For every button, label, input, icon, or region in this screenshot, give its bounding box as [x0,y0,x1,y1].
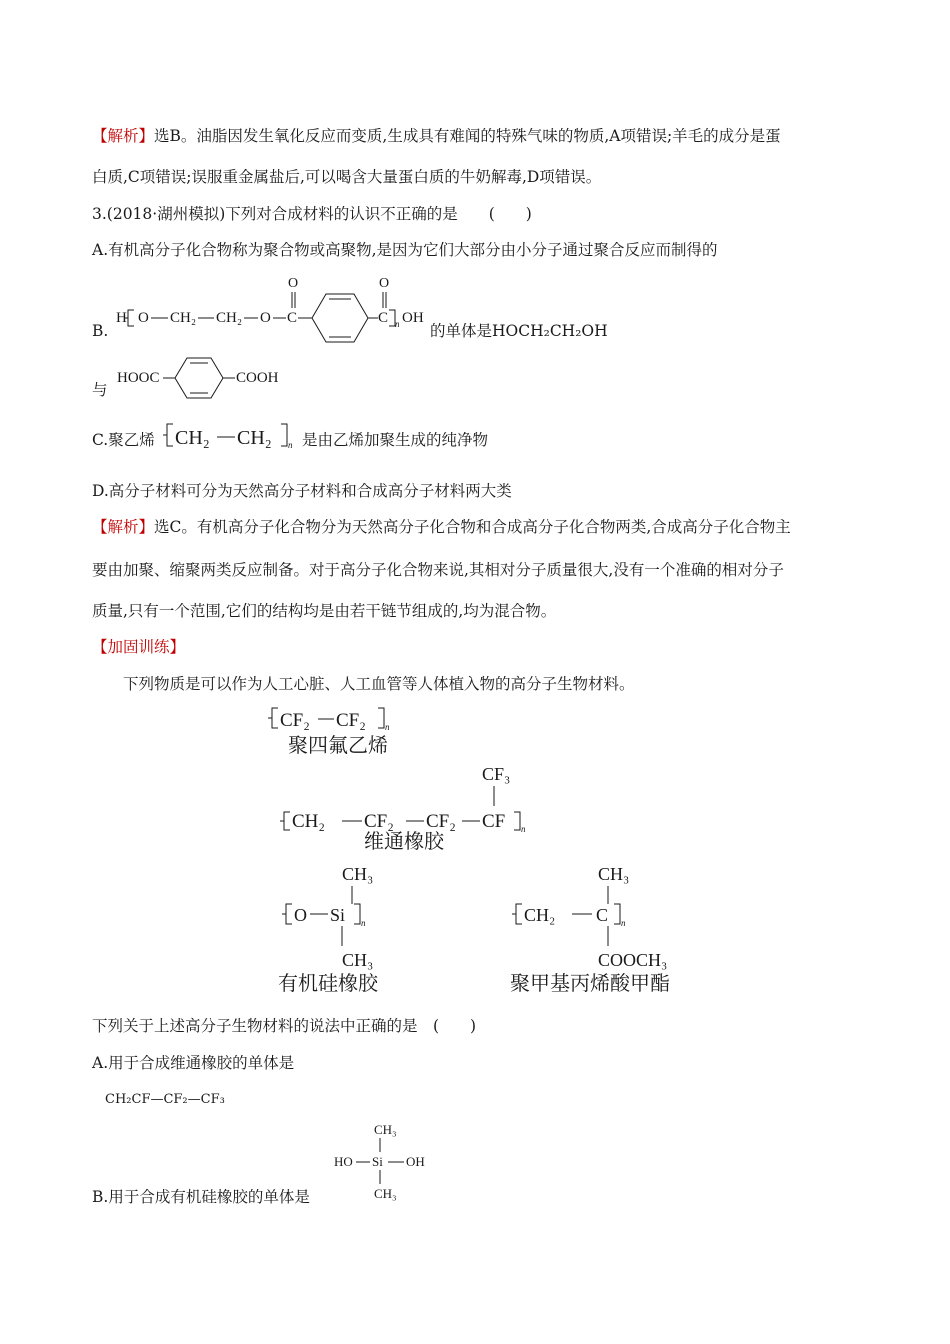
polyester-structure [112,270,432,350]
polyethylene-structure [163,420,303,456]
practice-tag: 【加固训练】 [92,638,186,656]
q3-option-c-label: C.聚乙烯 [92,431,155,449]
q3-option-d: D.高分子材料可分为天然高分子材料和合成高分子材料两大类 [92,482,512,500]
silicone-structure [272,858,432,998]
formula-h: H [116,310,127,326]
q3-option-a: A.有机高分子化合物称为聚合物或高聚物,是因为它们大部分由小分子通过聚合反应而制得的 [92,241,718,259]
formula-viton-cf: CF [482,811,506,832]
formula-sd-si: Si [372,1154,383,1169]
q3-option-b-with: 与 [92,381,108,399]
pmma-structure [508,858,708,998]
formula-si: Si [330,905,346,925]
formula-cooh: COOH [236,370,279,386]
formula-si-ch3-top: CH₃ [342,864,374,884]
q3-option-c-text: 是由乙烯加聚生成的纯净物 [302,431,489,449]
viton-name: 维通橡胶 [364,831,444,853]
benzene-ring [312,294,368,342]
analysis-tag: 【解析】 [92,127,155,145]
q2-analysis-line2: 白质,C项错误;误服重金属盐后,可以喝含大量蛋白质的牛奶解毒,D项错误。 [92,168,602,186]
formula-viton-cf2-2: CF₂ [426,811,456,832]
formula-pmma-c: C [596,905,609,925]
ptfe-structure [268,702,408,762]
formula-pmma-ch2: CH₂ [524,905,556,925]
practice-intro: 下列物质是可以作为人工心脏、人工血管等人体植入物的高分子生物材料。 [123,675,635,693]
formula-sd-ho: HO [334,1154,353,1169]
formula-oh: OH [402,310,424,326]
silanediol-structure [332,1118,442,1204]
q3-analysis-line2: 要由加聚、缩聚两类反应制备。对于高分子化合物来说,其相对分子质量很大,没有一个准确的相对分子 [92,561,784,579]
formula-viton-n: n [521,824,526,834]
formula-viton-cf3: CF₃ [482,764,511,784]
formula-viton-cf2-1: CF₂ [364,811,394,832]
pmma-name: 聚甲基丙烯酸甲酯 [510,973,670,995]
q3-analysis-text1: 选C。有机高分子化合物分为天然高分子化合物和合成高分子化合物两类,合成高分子化合物主 [154,518,791,536]
formula-viton-ch2: CH₂ [292,811,326,832]
formula-sd-ch3-top: CH₃ [374,1122,397,1137]
bracket-left [128,310,134,326]
formula-sd-oh: OH [406,1154,425,1169]
analysis-tag-2: 【解析】 [92,518,155,536]
formula-ptfe-cf2-2: CF₂ [336,710,366,731]
practice-stem: 下列关于上述高分子生物材料的说法中正确的是 ( ) [92,1017,477,1035]
formula-sd-ch3-bottom: CH₃ [374,1186,397,1201]
silicone-name: 有机硅橡胶 [278,973,378,995]
formula-c2: C [378,310,389,326]
benzene-ring-2 [175,358,223,398]
q3-option-b-label: B. [92,322,109,340]
q2-analysis-text1: 选B。油脂因发生氧化反应而变质,生成具有难闻的特殊气味的物质,A项错误;羊毛的成分是蛋 [154,127,781,145]
ptfe-name: 聚四氟乙烯 [288,735,388,757]
formula-o3: O [288,276,299,291]
formula-o2: O [260,310,271,326]
formula-ch2-1: CH₂ [170,310,197,326]
formula-pmma-ch3: CH₃ [598,864,630,884]
formula-ptfe-n: n [385,722,390,732]
practice-option-a-formula: CH₂CF—CF₂—CF₃ [105,1092,225,1107]
q3-analysis-line1 [92,517,791,537]
q2-analysis-line1 [92,126,781,146]
formula-pe-n: n [288,440,293,450]
practice-option-a: A.用于合成维通橡胶的单体是 [92,1054,295,1072]
formula-n: n [395,319,400,329]
formula-ptfe-cf2-1: CF₂ [280,710,310,731]
formula-pmma-cooch3: COOCH₃ [598,950,668,970]
formula-pe-ch2-1: CH₂ [175,427,210,449]
q3-stem: 3.(2018·湖州模拟)下列对合成材料的认识不正确的是 ( ) [92,205,532,223]
q3-option-b-text: 的单体是HOCH₂CH₂OH [430,322,608,340]
formula-o4: O [379,276,390,291]
q3-analysis-line3: 质量,只有一个范围,它们的结构均是由若干链节组成的,均为混合物。 [92,602,557,620]
formula-hooc: HOOC [117,370,160,386]
formula-pe-ch2-2: CH₂ [237,427,272,449]
formula-ch2-2: CH₂ [216,310,243,326]
formula-si-n: n [361,918,366,928]
practice-option-b: B.用于合成有机硅橡胶的单体是 [92,1188,310,1206]
terephthalic-acid-structure [115,348,295,408]
viton-structure [280,760,540,854]
formula-si-o: O [294,905,307,925]
formula-c1: C [287,310,298,326]
formula-o1: O [138,310,149,326]
formula-pmma-n: n [621,918,626,928]
formula-si-ch3-bottom: CH₃ [342,950,374,970]
